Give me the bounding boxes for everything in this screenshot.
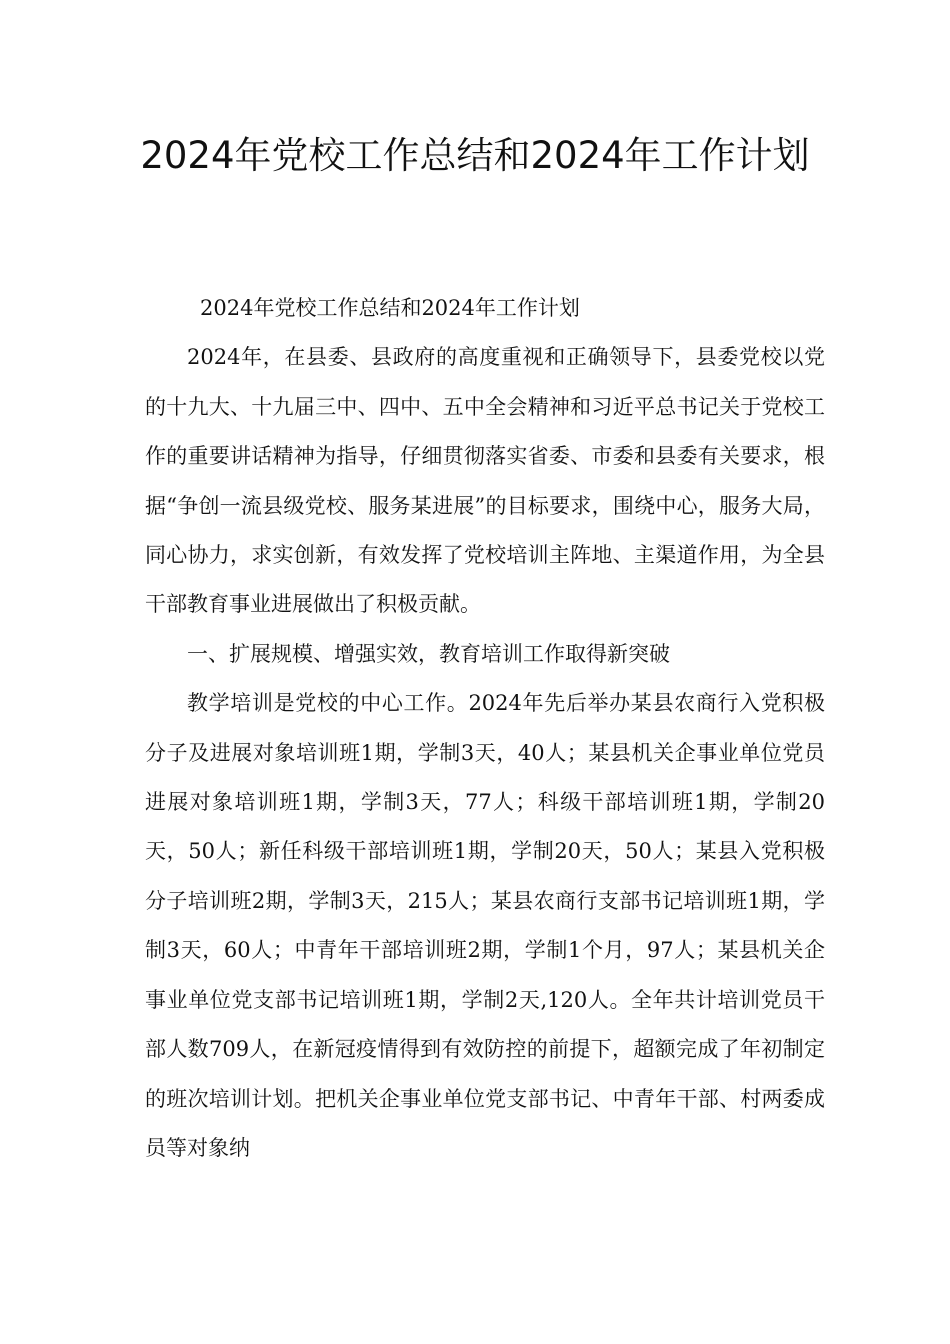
document-body [145, 284, 825, 1173]
intro-paragraph: 2024年，在县委、县政府的高度重视和正确领导下，县委党校以党的十九大、十九届三中、四中、五中全会精神和习近平总书记关于党校工作的重要讲话精神为指导，仔细贯彻落实省委、市委和县委有关要求，根据“争创一流县级党校、服务某进展”的目标要求，围绕中心，服务大局，同心协力，求实创新，有效发挥了党校培训主阵地、主渠道作用，为全县干部教育事业进展做出了积极贡献。 [145, 345, 825, 617]
training-paragraph: 教学培训是党校的中心工作。2024年先后举办某县农商行入党积极分子及进展对象培训班1期，学制3天，40人；某县机关企事业单位党员进展对象培训班1期，学制3天，77人；科级干部培训班1期，学制20天，50人；新任科级干部培训班1期，学制20天，50人；某县入党积极分子培训班2期，学制3天，215人；某县农商行支部书记培训班1期，学制3天，60人；中青年干部培训班2期，学制1个月，97人；某县机关企事业单位党支部书记培训班1期，学制2天,120人。全年共计培训党员干部人数709人，在新冠疫情得到有效防控的前提下，超额完成了年初制定的班次培训计划。把机关企事业单位党支部书记、中青年干部、村两委成员等对象纳 [145, 691, 825, 1160]
document-title: 2024年党校工作总结和2024年工作计划 [140, 134, 810, 177]
document-subtitle: 2024年党校工作总结和2024年工作计划 [200, 296, 580, 320]
section-heading: 一、扩展规模、增强实效，教育培训工作取得新突破 [187, 641, 670, 666]
